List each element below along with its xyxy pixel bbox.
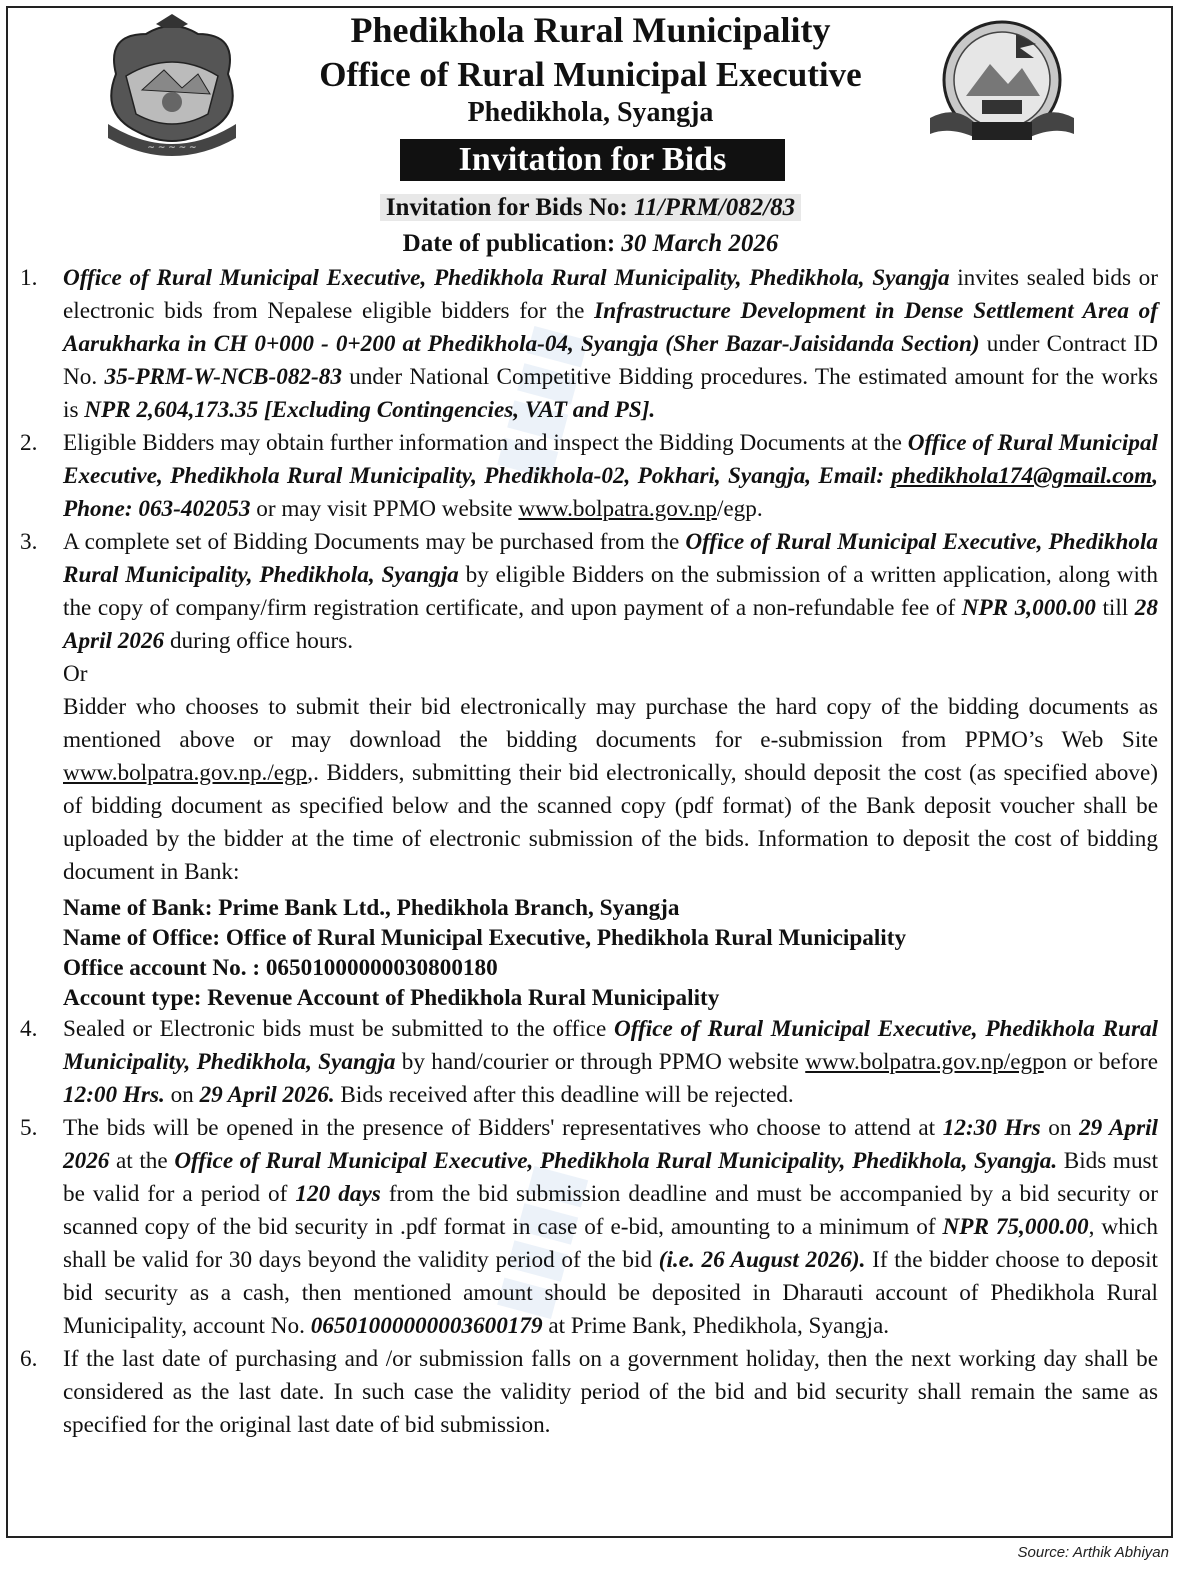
purchase-deadline: 28 April 2026 [63, 595, 1158, 654]
text-run: during office hours. [164, 628, 354, 654]
list-item [20, 1343, 1158, 1442]
notice-title: Invitation for Bids [400, 139, 785, 181]
bid-security-amount: NPR 75,000.00 [942, 1214, 1089, 1240]
text-run: Bids must be valid for a period of [63, 1148, 1159, 1207]
item-text [63, 262, 1158, 427]
text-run: at the [109, 1148, 175, 1174]
text-run: from the bid submission deadline and must be accompanied by a bid security or scanned copy of the bid security in .pdf format in case of e-bid, amounting to a minimum of [63, 1181, 1158, 1240]
opening-time: 12:30 Hrs [942, 1115, 1041, 1141]
office-ref: Office of Rural Municipal Executive, Phedikhola Rural Municipality, Phedikhola, Syangja [63, 265, 950, 291]
item-number: 4. [20, 1016, 38, 1042]
submission-date: 29 April 2026. [199, 1082, 335, 1108]
list-item [20, 427, 1158, 526]
text-run: on [164, 1082, 200, 1108]
list-item [20, 526, 1158, 1013]
bid-number-label: Invitation for Bids No: [385, 194, 635, 221]
text-run: by hand/courier or through PPMO website [395, 1049, 806, 1075]
text-run: on or before [1043, 1049, 1159, 1075]
text-run: till [1095, 595, 1135, 621]
item-text [63, 1112, 1158, 1343]
security-validity-date: (i.e. 26 August 2026). [658, 1247, 866, 1273]
item-number: 1. [20, 265, 38, 291]
text-run: Sealed or Electronic bids must be submitted to the office [63, 1016, 615, 1042]
text-run: , which shall be valid for 30 days beyond the validity period of the bid [63, 1214, 1158, 1273]
contract-id: 35-PRM-W-NCB-082-83 [104, 364, 342, 390]
text-run: on [1040, 1115, 1080, 1141]
estimated-amount: NPR 2,604,173.35 [Excluding Contingencies, VAT and PS]. [84, 397, 656, 423]
text-run: by eligible Bidders on the submission of a written application, along with the copy of company/firm registration certificate, and upon payment of a non-refundable fee of [63, 562, 1159, 621]
office-ref: Office of Rural Municipal Executive, Phedikhola Rural Municipality, Phedikhola, Syangja. [174, 1148, 1058, 1174]
or-separator: Or [63, 661, 88, 687]
bank-name: Name of Bank: Prime Bank Ltd., Phedikhola Branch, Syangja [63, 895, 680, 921]
bid-number-value: 11/PRM/082/83 [634, 194, 796, 221]
item-text [63, 427, 1158, 526]
item-text: If the last date of purchasing and /or submission falls on a government holiday, then the next working day shall be considered as the last date. In such case the validity period of the bid and bid security shall remain the same as specified for the original last date of bid submission. [63, 1346, 1158, 1438]
item-text [63, 1013, 1158, 1112]
text-run: at Prime Bank, Phedikhola, Syangja. [542, 1313, 890, 1339]
text-run: If the bidder choose to deposit bid security as a cash, then mentioned amount should be deposited in Dharauti account of Phedikhola Rural Municipality, account No. [63, 1247, 1158, 1339]
office-name: Office of Rural Municipal Executive [319, 55, 862, 94]
text-run: under Contract ID No. [63, 331, 1159, 390]
text-run: or may visit PPMO website [250, 496, 519, 522]
publication-date-label: Date of publication: [402, 230, 622, 257]
website-link[interactable]: www.bolpatra.gov.np./egp [63, 760, 308, 786]
document-fee: NPR 3,000.00 [961, 595, 1096, 621]
item-number: 6. [20, 1346, 38, 1372]
office-ref: Office of Rural Municipal Executive, Phedikhola Rural Municipality, Phedikhola-02, Pokhari, Syangja, Email: [63, 430, 1158, 489]
office-name-line: Name of Office: Office of Rural Municipal Executive, Phedikhola Rural Municipality [63, 925, 907, 951]
item-number: 2. [20, 430, 38, 456]
bid-number-line [0, 192, 1181, 224]
text-run: The bids will be opened in the presence of Bidders' representatives who choose to attend at [63, 1115, 943, 1141]
list-item [20, 262, 1158, 427]
project-name: Infrastructure Development in Dense Settlement Area of Aarukharka in CH 0+000 - 0+200 at Phedikhola-04, Syangja (Sher Bazar-Jaisidanda Section) [63, 298, 1158, 357]
text-run: /egp. [716, 496, 763, 522]
deposit-account-number: 06501000000003600179 [310, 1313, 543, 1339]
office-location: Phedikhola, Syangja [467, 97, 714, 128]
text-run: ,. Bidders, submitting their bid electronically, should deposit the cost (as specified above) of bidding document as specified below and the scanned copy (pdf format) of the Bank deposit voucher shall be uploaded by the bidder at the time of electronic submission of the bids. Information to deposit the cost of bidding document in Bank: [63, 760, 1158, 885]
text-run: invites sealed bids or electronic bids from Nepalese eligible bidders for the [63, 265, 1159, 324]
item-number: 3. [20, 529, 38, 555]
submission-time: 12:00 Hrs. [63, 1082, 165, 1108]
item-number: 5. [20, 1115, 38, 1141]
office-ref: Office of Rural Municipal Executive, Phedikhola Rural Municipality, Phedikhola, Syangja [63, 529, 1159, 588]
account-type: Account type: Revenue Account of Phedikhola Rural Municipality [63, 985, 720, 1011]
website-link[interactable]: www.bolpatra.gov.np/egp [805, 1049, 1044, 1075]
email-link[interactable]: phedikhola174@gmail.com [891, 463, 1153, 489]
text-run: Bidder who chooses to submit their bid electronically may purchase the hard copy of the bidding documents as mentioned above or may download the bidding documents for e-submission from PPMO’s Web Site [63, 694, 1158, 753]
office-ref: Office of Rural Municipal Executive, Phedikhola Rural Municipality, Phedikhola, Syangja [63, 1016, 1158, 1075]
municipality-name: Phedikhola Rural Municipality [350, 10, 831, 50]
watermark-shape: ▮▮▮▮ [479, 1156, 595, 1326]
notice-body [20, 262, 1158, 1442]
phone-number: , Phone: 063-402053 [63, 463, 1158, 522]
list-item [20, 1013, 1158, 1112]
text-run: A complete set of Bidding Documents may be purchased from the [63, 529, 686, 555]
source-credit: Source: Arthik Abhiyan [1017, 1544, 1169, 1561]
text-run: Eligible Bidders may obtain further information and inspect the Bidding Documents at the [63, 430, 908, 456]
svg-text:~ ~ ~ ~ ~: ~ ~ ~ ~ ~ [147, 143, 197, 153]
website-link[interactable]: www.bolpatra.gov.np [518, 496, 717, 522]
list-item [20, 1112, 1158, 1343]
opening-date: 29 April 2026 [63, 1115, 1158, 1174]
electronic-paragraph [63, 691, 1158, 889]
publication-date-value: 30 March 2026 [621, 230, 779, 257]
account-number: Office account No. : 06501000000030800180 [63, 955, 498, 981]
text-run: under National Competitive Bidding procedures. The estimated amount for the works is [63, 364, 1159, 423]
item-text [63, 526, 1158, 1013]
validity-days: 120 days [295, 1181, 381, 1207]
publication-date-line [0, 228, 1181, 260]
text-run: Bids received after this deadline will be rejected. [334, 1082, 794, 1108]
watermark-shape: ▮▮▮▮ [479, 316, 595, 486]
